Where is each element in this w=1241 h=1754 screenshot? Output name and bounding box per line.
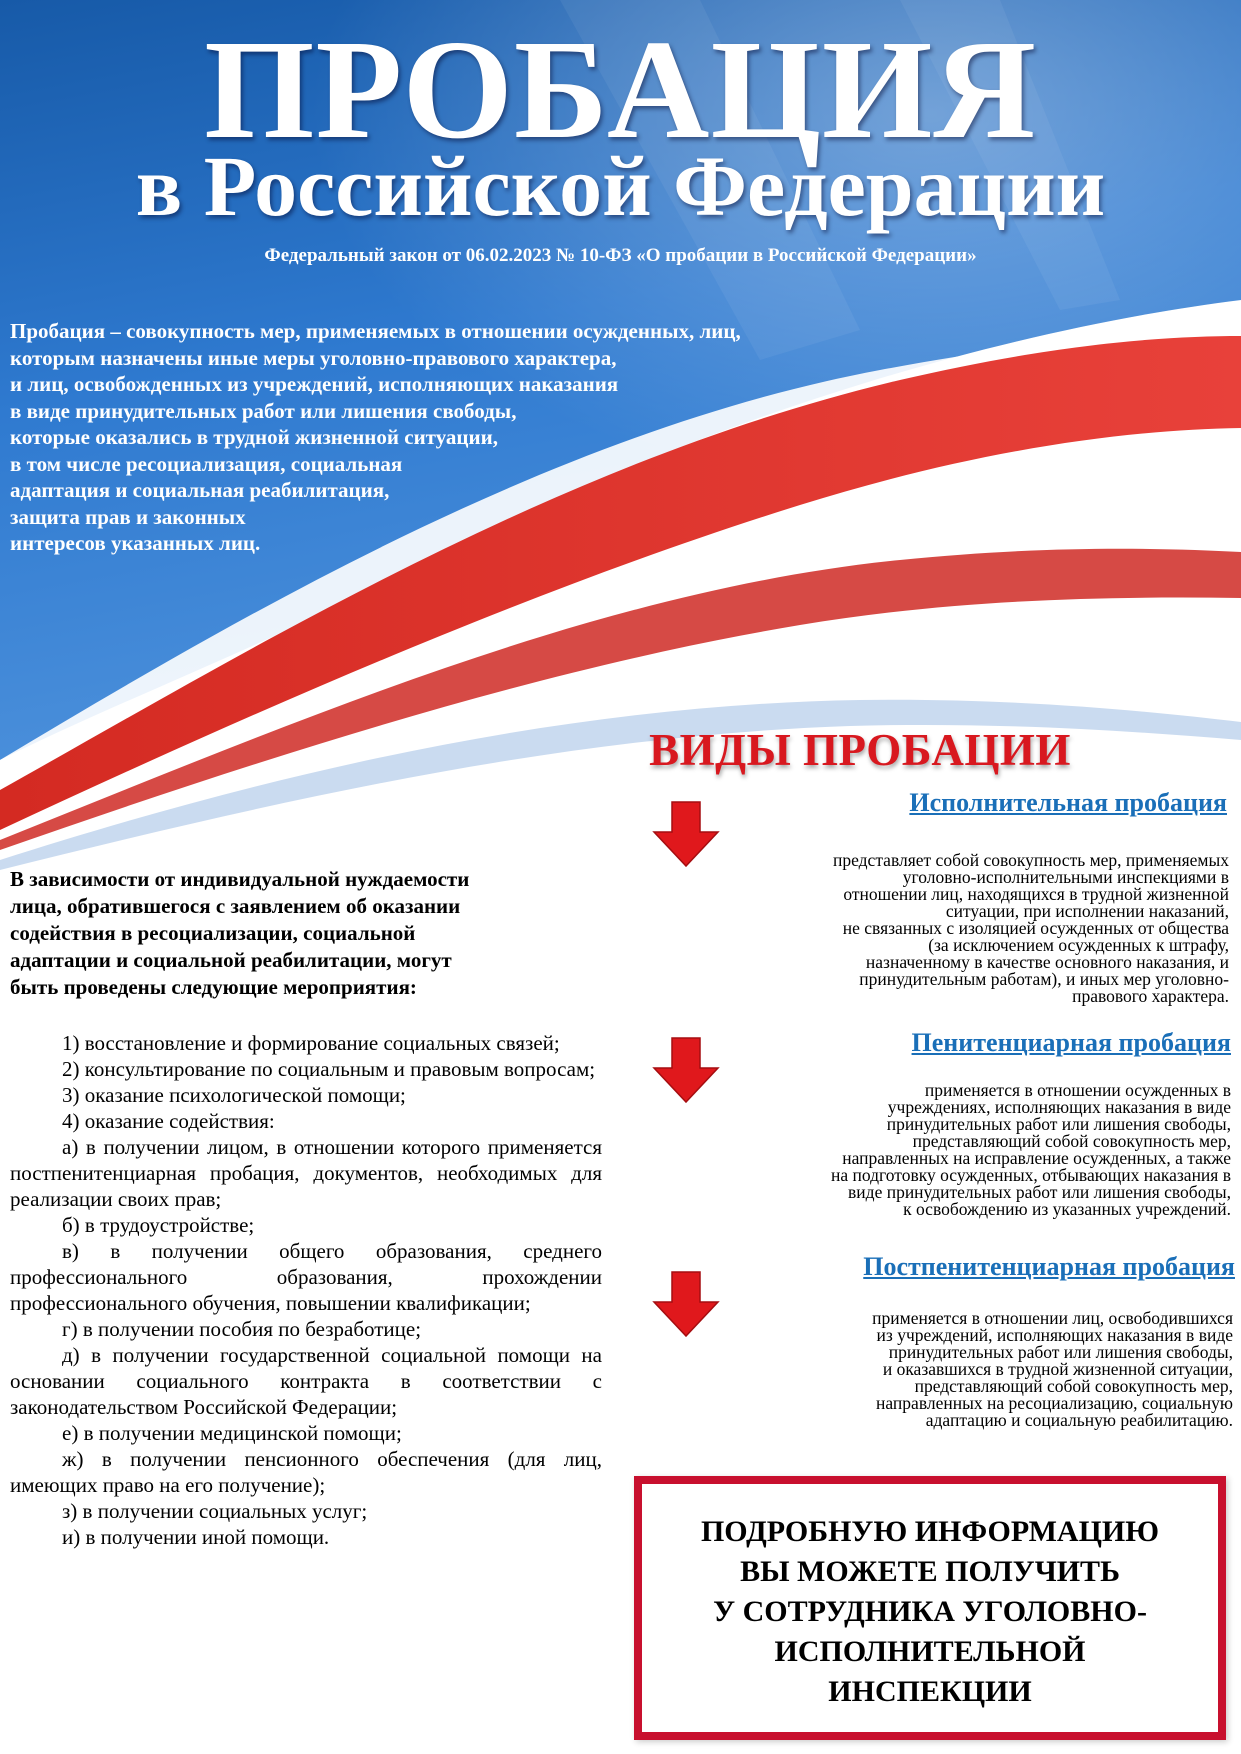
type-title-penitentiary[interactable]: Пенитенциарная пробация [911,1028,1231,1057]
intro-line: быть проведены следующие мероприятия: [10,975,417,999]
measure-item: в) в получении общего образования, среднего профессионального образования, прохождении профессионального обучения, повышении квалификации; [10,1239,602,1315]
measure-item: г) в получении пособия по безработице; [62,1317,422,1341]
info-line: ПОДРОБНУЮ ИНФОРМАЦИЮ [700,1515,1160,1548]
probation-types-heading: ВИДЫ ПРОБАЦИИ [649,725,1071,775]
definition-line: в виде принудительных работ или лишения свободы, [10,398,517,423]
probation-definition [10,318,770,557]
measure-item: 4) оказание содействия: [62,1109,275,1133]
measure-item: а) в получении лицом, в отношении которого применяется постпенитенциарная пробация, документов, необходимых для реализации своих прав; [10,1135,602,1211]
measure-item: е) в получении медицинской помощи; [62,1421,402,1445]
definition-line: которым назначены иные меры уголовно-правового характера, [10,345,617,370]
intro-line: адаптации и социальной реабилитации, могут [10,948,452,972]
page-title: ПРОБАЦИЯ [204,10,1037,168]
type-description-executive: представляет собой совокупность мер, применяемых уголовно-исполнительными инспекциями в отношении лиц, находящихся в трудной жизненной ситуации, при исполнении наказаний, не связанных с изоляцией осужденных от общества (за исключением осужденных к штрафу, назначенному в качестве основного наказания, и принудительным работам), и иных мер уголовно- правового характера. [833,850,1229,1006]
definition-line: в том числе ресоциализация, социальная [10,451,403,476]
measure-item: и) в получении иной помощи. [62,1525,330,1549]
definition-line: интересов указанных лиц. [10,531,261,555]
info-line: У СОТРУДНИКА УГОЛОВНО- [713,1595,1147,1628]
law-reference: Федеральный закон от 06.02.2023 № 10-ФЗ «О пробации в Российской Федерации» [264,245,977,266]
type-description-penitentiary: применяется в отношении осужденных в учреждениях, исполняющих наказания в виде принудительных работ или лишения свободы, представляющий собой совокупность мер, направленных на исправление осужденных, а также на подготовку осужденных, отбывающих наказания в виде принудительных работ или лишения свободы, к освобождению из указанных учреждений. [831,1080,1231,1219]
page-subtitle: в Российской Федерации [135,138,1106,234]
definition-line: и лиц, освобожденных из учреждений, исполняющих наказания [10,372,619,396]
info-box [634,1476,1226,1740]
info-line: ИСПОЛНИТЕЛЬНОЙ [774,1635,1086,1668]
measure-item: 2) консультирование по социальным и правовым вопросам; [62,1057,596,1081]
definition-line: Пробация – совокупность мер, применяемых в отношении осужденных, лиц, [10,319,741,343]
info-line: ИНСПЕКЦИИ [828,1675,1032,1708]
arrow-down-icon [652,1036,720,1104]
measures-list [10,1030,602,1550]
info-line: ВЫ МОЖЕТЕ ПОЛУЧИТЬ [740,1555,1120,1588]
definition-line: адаптация и социальная реабилитация, [10,478,390,502]
measure-item: б) в трудоустройстве; [62,1213,255,1237]
info-box-text [642,1512,1218,1712]
arrow-down-icon [652,800,720,868]
arrow-down-icon [652,1270,720,1338]
type-title-executive[interactable]: Исполнительная пробация [909,788,1227,817]
type-title-postpenitentiary[interactable]: Постпенитенциарная пробация [863,1252,1235,1281]
definition-line: которые оказались в трудной жизненной ситуации, [10,425,498,449]
measure-item: 3) оказание психологической помощи; [62,1083,406,1107]
measure-item: 1) восстановление и формирование социальных связей; [62,1031,560,1055]
measures-intro [10,866,610,1001]
measure-item: з) в получении социальных услуг; [62,1499,368,1523]
intro-line: содействия в ресоциализации, социальной [10,921,416,945]
intro-line: лица, обратившегося с заявлением об оказании [10,894,461,918]
definition-line: защита прав и законных [10,504,246,529]
type-description-postpenitentiary: применяется в отношении лиц, освободившихся из учреждений, исполняющих наказания в виде принудительных работ или лишения свободы, и оказавшихся в трудной жизненной ситуации, представляющий собой совокупность мер, направленных на ресоциализацию, социальную адаптацию и социальную реабилитацию. [872,1308,1233,1430]
measure-item: д) в получении государственной социальной помощи на основании социального контракта в соответствии с законодательством Российской Федерации; [10,1343,602,1419]
measure-item: ж) в получении пенсионного обеспечения (для лиц, имеющих право на его получение); [10,1447,602,1497]
intro-line: В зависимости от индивидуальной нуждаемости [10,867,470,891]
